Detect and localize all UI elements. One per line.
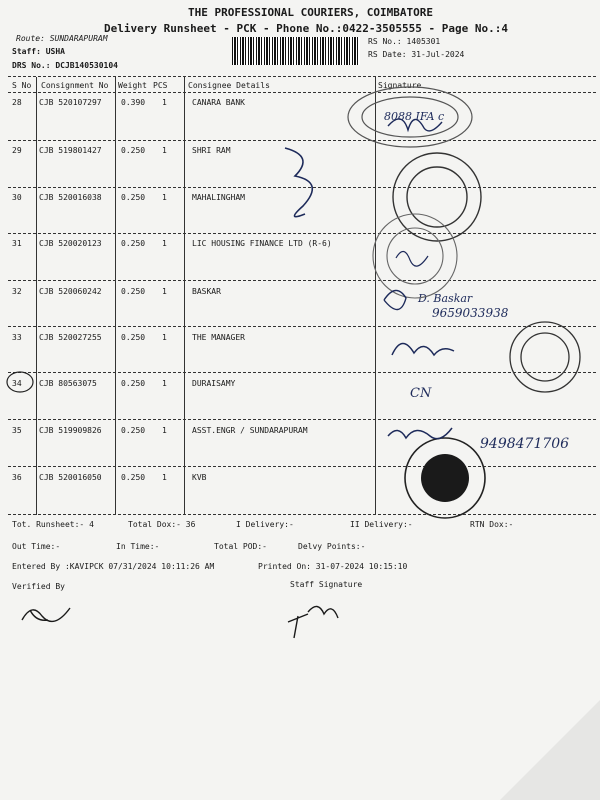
row-consignee: KVB xyxy=(192,473,207,482)
col-consignment: Consignment No xyxy=(41,81,109,90)
rtn-dox: RTN Dox:- xyxy=(470,520,514,529)
kvb-stamp xyxy=(405,438,485,518)
row-consignment: CJB 520027255 xyxy=(39,333,102,342)
row-sno: 34 xyxy=(12,379,22,388)
row-pcs: 1 xyxy=(162,239,167,248)
col-sno: S No xyxy=(12,81,32,90)
row-consignee: LIC HOUSING FINANCE LTD (R-6) xyxy=(192,239,332,248)
company-title: THE PROFESSIONAL COURIERS, COIMBATORE xyxy=(188,6,434,19)
verified-by: Verified By xyxy=(12,582,65,591)
staff-label: Staff: USHA xyxy=(12,47,65,56)
row-sno: 30 xyxy=(12,193,22,202)
canara-bank-stamp xyxy=(348,87,472,147)
row-weight: 0.250 xyxy=(121,473,146,482)
out-time: Out Time:- xyxy=(12,542,61,551)
staff-signature xyxy=(288,606,338,638)
signature-row31 xyxy=(396,251,428,266)
row-weight: 0.250 xyxy=(121,146,146,155)
row-weight: 0.250 xyxy=(121,333,146,342)
coop-bank-stamp xyxy=(510,322,580,392)
i-delivery: I Delivery:- xyxy=(236,520,294,529)
row-consignment: CJB 80563075 xyxy=(39,379,97,388)
signature-row28 xyxy=(388,119,442,131)
signature-row35 xyxy=(388,428,452,439)
row-pcs: 1 xyxy=(162,333,167,342)
shriram-finance-stamp xyxy=(393,153,481,241)
row-sno: 35 xyxy=(12,426,22,435)
row-consignee: ASST.ENGR / SUNDARAPURAM xyxy=(192,426,308,435)
row-consignment: CJB 520107297 xyxy=(39,98,102,107)
row-pcs: 1 xyxy=(162,287,167,296)
tot-runsheet: Tot. Runsheet:- 4 xyxy=(12,520,94,529)
handwritten-note: CN xyxy=(410,386,432,401)
handwritten-phone: 9498471706 xyxy=(480,436,570,452)
row-consignment: CJB 519801427 xyxy=(39,146,102,155)
row-weight: 0.250 xyxy=(121,426,146,435)
handwritten-name: D. Baskar xyxy=(418,292,473,305)
printed-on: Printed On: 31-07-2024 10:15:10 xyxy=(258,562,408,571)
row-consignee: BASKAR xyxy=(192,287,221,296)
handwritten-note: 8088 IFA c xyxy=(384,110,445,123)
row-sno: 29 xyxy=(12,146,22,155)
col-signature: Signature xyxy=(378,81,422,90)
sno-34-circle xyxy=(7,372,33,392)
lic-housing-stamp xyxy=(373,214,457,298)
row-weight: 0.390 xyxy=(121,98,146,107)
row-weight: 0.250 xyxy=(121,287,146,296)
row-consignment: CJB 520020123 xyxy=(39,239,102,248)
row-pcs: 1 xyxy=(162,426,167,435)
entered-by: Entered By :KAVIPCK 07/31/2024 10:11:26 AM xyxy=(12,562,215,571)
runsheet-subtitle: Delivery Runsheet - PCK - Phone No.:0422-3505555 - Page No.:4 xyxy=(104,22,508,35)
row-pcs: 1 xyxy=(162,146,167,155)
row-consignment: CJB 520016038 xyxy=(39,193,102,202)
row-consignment: CJB 519909826 xyxy=(39,426,102,435)
route-label: Route: SUNDARAPURAM xyxy=(16,34,108,43)
row-pcs: 1 xyxy=(162,473,167,482)
row-sno: 31 xyxy=(12,239,22,248)
ii-delivery: II Delivery:- xyxy=(350,520,413,529)
handwritten-phone: 9659033938 xyxy=(432,306,509,320)
delvy-points: Delvy Points:- xyxy=(298,542,366,551)
row-consignee: SHRI RAM xyxy=(192,146,231,155)
row-sno: 36 xyxy=(12,473,22,482)
total-dox: Total Dox:- 36 xyxy=(128,520,196,529)
row-sno: 33 xyxy=(12,333,22,342)
staff-signature-label: Staff Signature xyxy=(290,580,363,589)
total-pod: Total POD:- xyxy=(214,542,267,551)
rs-date: RS Date: 31-Jul-2024 xyxy=(368,50,465,59)
row-consignee: CANARA BANK xyxy=(192,98,245,107)
col-consignee: Consignee Details xyxy=(188,81,270,90)
row-pcs: 1 xyxy=(162,98,167,107)
row-weight: 0.250 xyxy=(121,379,146,388)
row-pcs: 1 xyxy=(162,193,167,202)
page-edge-shadow xyxy=(500,700,600,800)
row-consignee: DURAISAMY xyxy=(192,379,236,388)
row-weight: 0.250 xyxy=(121,239,146,248)
handwritten-mark xyxy=(285,148,312,217)
row-weight: 0.250 xyxy=(121,193,146,202)
verified-by-signature xyxy=(22,608,70,621)
col-pcs: PCS xyxy=(153,81,168,90)
row-consignee: THE MANAGER xyxy=(192,333,245,342)
row-consignee: MAHALINGHAM xyxy=(192,193,245,202)
in-time: In Time:- xyxy=(116,542,160,551)
row-consignment: CJB 520016050 xyxy=(39,473,102,482)
drs-label: DRS No.: DCJB140530104 xyxy=(12,61,118,70)
row-sno: 32 xyxy=(12,287,22,296)
row-consignment: CJB 520060242 xyxy=(39,287,102,296)
row-sno: 28 xyxy=(12,98,22,107)
signature-row33 xyxy=(392,343,454,355)
rs-number: RS No.: 1405301 xyxy=(368,37,441,46)
col-weight: Weight xyxy=(118,81,147,90)
row-pcs: 1 xyxy=(162,379,167,388)
